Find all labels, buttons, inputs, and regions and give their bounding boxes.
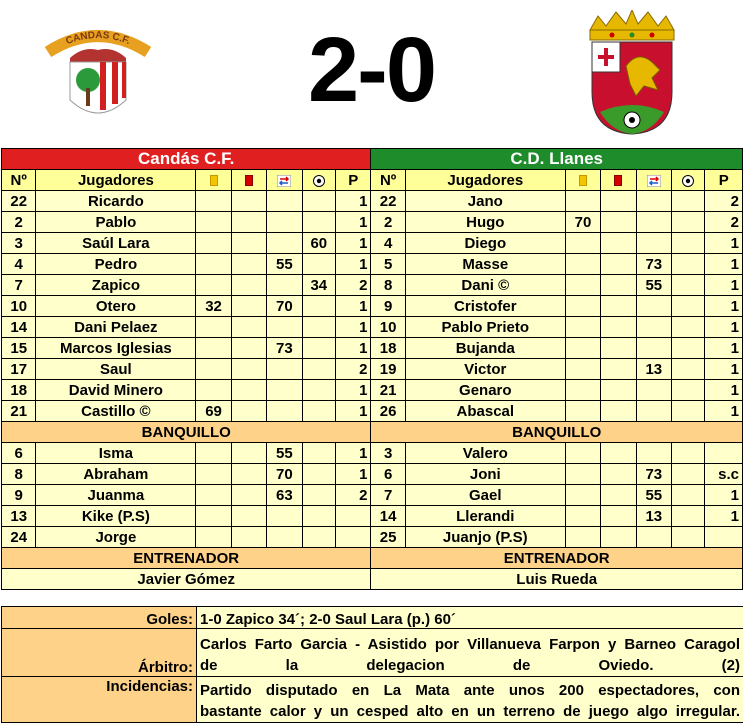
home-player-number: 3 bbox=[2, 233, 36, 254]
home-yellow-card-minute bbox=[196, 506, 231, 527]
away-player-rating: 1 bbox=[705, 296, 743, 317]
home-red-card-minute bbox=[231, 380, 266, 401]
home-player-name: Castillo © bbox=[36, 401, 196, 422]
away-player-rating: 1 bbox=[705, 485, 743, 506]
col-number: Nº bbox=[2, 170, 36, 191]
home-yellow-card-minute bbox=[196, 254, 231, 275]
away-player-rating: 2 bbox=[705, 212, 743, 233]
home-yellow-card-minute bbox=[196, 380, 231, 401]
away-player-rating: 1 bbox=[705, 338, 743, 359]
home-yellow-card-minute bbox=[196, 317, 231, 338]
coach-row bbox=[2, 569, 743, 590]
home-goal-minute bbox=[302, 443, 335, 464]
away-yellow-card-minute bbox=[565, 317, 600, 338]
away-player-name: Victor bbox=[405, 359, 565, 380]
home-yellow-card-minute bbox=[196, 191, 231, 212]
svg-text:CANDAS C.F.: CANDAS C.F. bbox=[64, 29, 132, 48]
away-sub-minute bbox=[636, 317, 671, 338]
away-goal-minute bbox=[672, 191, 705, 212]
home-red-card-minute bbox=[231, 233, 266, 254]
home-yellow-card-minute bbox=[196, 359, 231, 380]
home-player-rating: 1 bbox=[335, 191, 370, 212]
home-player-name: Abraham bbox=[36, 464, 196, 485]
home-sub-minute bbox=[267, 401, 302, 422]
away-goal-minute bbox=[672, 359, 705, 380]
away-player-rating: 1 bbox=[705, 401, 743, 422]
match-header bbox=[0, 0, 743, 148]
away-goal-minute bbox=[672, 443, 705, 464]
away-red-card-minute bbox=[601, 296, 636, 317]
home-sub-minute bbox=[267, 212, 302, 233]
away-red-card-minute bbox=[601, 275, 636, 296]
away-player-rating: 1 bbox=[705, 506, 743, 527]
away-player-name: Diego bbox=[405, 233, 565, 254]
home-red-card-minute bbox=[231, 443, 266, 464]
home-sub-minute bbox=[267, 275, 302, 296]
away-yellow-card-minute bbox=[565, 464, 600, 485]
table-row bbox=[2, 485, 743, 506]
home-player-rating: 2 bbox=[335, 275, 370, 296]
away-player-number: 2 bbox=[371, 212, 405, 233]
away-player-rating: 2 bbox=[705, 191, 743, 212]
away-sub-minute: 55 bbox=[636, 485, 671, 506]
away-goal-minute bbox=[672, 485, 705, 506]
home-sub-minute bbox=[267, 359, 302, 380]
away-red-card-minute bbox=[601, 527, 636, 548]
home-sub-minute: 55 bbox=[267, 443, 302, 464]
substitution-icon bbox=[277, 175, 291, 187]
home-goal-minute: 34 bbox=[302, 275, 335, 296]
home-player-rating: 1 bbox=[335, 317, 370, 338]
away-goal-minute bbox=[672, 296, 705, 317]
table-row bbox=[2, 464, 743, 485]
home-player-name: Juanma bbox=[36, 485, 196, 506]
home-player-number: 7 bbox=[2, 275, 36, 296]
away-sub-minute: 55 bbox=[636, 275, 671, 296]
home-player-rating: 1 bbox=[335, 296, 370, 317]
table-row bbox=[2, 275, 743, 296]
red-card-icon bbox=[614, 175, 622, 186]
table-row bbox=[2, 527, 743, 548]
away-club-crest-icon bbox=[582, 10, 682, 136]
home-player-number: 2 bbox=[2, 212, 36, 233]
away-player-name: Juanjo (P.S) bbox=[405, 527, 565, 548]
home-red-card-minute bbox=[231, 506, 266, 527]
away-player-name: Masse bbox=[405, 254, 565, 275]
away-goal-minute bbox=[672, 212, 705, 233]
home-goal-minute bbox=[302, 254, 335, 275]
home-yellow-card-minute bbox=[196, 233, 231, 254]
home-player-rating: 1 bbox=[335, 401, 370, 422]
away-yellow-card-minute bbox=[565, 401, 600, 422]
away-goal-minute bbox=[672, 275, 705, 296]
away-yellow-card-minute bbox=[565, 359, 600, 380]
home-player-name: Dani Pelaez bbox=[36, 317, 196, 338]
home-sub-minute: 73 bbox=[267, 338, 302, 359]
home-player-number: 13 bbox=[2, 506, 36, 527]
away-player-name: Bujanda bbox=[405, 338, 565, 359]
home-player-name: Otero bbox=[36, 296, 196, 317]
home-sub-minute bbox=[267, 233, 302, 254]
home-red-card-minute bbox=[231, 464, 266, 485]
away-player-number: 6 bbox=[371, 464, 405, 485]
away-red-card-minute bbox=[601, 233, 636, 254]
col-players: Jugadores bbox=[36, 170, 196, 191]
away-yellow-card-minute bbox=[565, 296, 600, 317]
away-player-number: 4 bbox=[371, 233, 405, 254]
home-red-card-minute bbox=[231, 359, 266, 380]
incidents-label: Incidencias: bbox=[2, 677, 197, 723]
away-red-card-minute bbox=[601, 359, 636, 380]
home-sub-minute: 70 bbox=[267, 296, 302, 317]
away-coach-header: ENTRENADOR bbox=[371, 548, 743, 569]
away-goal-minute bbox=[672, 233, 705, 254]
home-player-name: David Minero bbox=[36, 380, 196, 401]
away-yellow-card-minute bbox=[565, 485, 600, 506]
home-coach-header: ENTRENADOR bbox=[2, 548, 371, 569]
away-goal-minute bbox=[672, 338, 705, 359]
home-player-name: Kike (P.S) bbox=[36, 506, 196, 527]
home-player-name: Isma bbox=[36, 443, 196, 464]
home-goal-minute: 60 bbox=[302, 233, 335, 254]
home-player-name: Zapico bbox=[36, 275, 196, 296]
home-goal-minute bbox=[302, 380, 335, 401]
bench-header-row bbox=[2, 422, 743, 443]
away-player-rating: 1 bbox=[705, 380, 743, 401]
away-goal-minute bbox=[672, 380, 705, 401]
home-player-rating bbox=[335, 527, 370, 548]
home-sub-minute bbox=[267, 527, 302, 548]
table-row bbox=[2, 359, 743, 380]
home-goal-minute bbox=[302, 359, 335, 380]
home-sub-minute: 63 bbox=[267, 485, 302, 506]
home-sub-minute bbox=[267, 380, 302, 401]
lineups-table bbox=[1, 148, 743, 590]
away-player-number: 5 bbox=[371, 254, 405, 275]
away-player-rating bbox=[705, 443, 743, 464]
away-player-number: 8 bbox=[371, 275, 405, 296]
away-player-name: Pablo Prieto bbox=[405, 317, 565, 338]
home-goal-minute bbox=[302, 191, 335, 212]
substitution-icon bbox=[647, 175, 661, 187]
away-yellow-card-minute bbox=[565, 338, 600, 359]
home-yellow-card-minute: 69 bbox=[196, 401, 231, 422]
away-player-name: Abascal bbox=[405, 401, 565, 422]
referee-label: Árbitro: bbox=[2, 629, 197, 677]
home-player-rating: 1 bbox=[335, 464, 370, 485]
home-player-name: Jorge bbox=[36, 527, 196, 548]
home-red-card-minute bbox=[231, 338, 266, 359]
home-coach-name: Javier Gómez bbox=[2, 569, 371, 590]
col-players: Jugadores bbox=[405, 170, 565, 191]
col-p: P bbox=[335, 170, 370, 191]
home-sub-minute bbox=[267, 191, 302, 212]
match-score: 2-0 bbox=[308, 19, 435, 121]
away-sub-minute bbox=[636, 296, 671, 317]
home-red-card-minute bbox=[231, 317, 266, 338]
home-yellow-card-minute bbox=[196, 443, 231, 464]
home-player-name: Ricardo bbox=[36, 191, 196, 212]
col-p: P bbox=[705, 170, 743, 191]
away-player-number: 10 bbox=[371, 317, 405, 338]
home-red-card-minute bbox=[231, 275, 266, 296]
home-player-number: 15 bbox=[2, 338, 36, 359]
referee-text: Carlos Farto Garcia - Asistido por Villanueva Farpon y Barneo Caragol de la delegacion de Oviedo. (2) bbox=[197, 629, 743, 677]
away-player-rating: 1 bbox=[705, 254, 743, 275]
away-player-rating: 1 bbox=[705, 317, 743, 338]
away-red-card-minute bbox=[601, 485, 636, 506]
home-player-number: 14 bbox=[2, 317, 36, 338]
away-red-card-minute bbox=[601, 506, 636, 527]
table-row bbox=[2, 506, 743, 527]
home-player-rating: 2 bbox=[335, 485, 370, 506]
away-player-number: 25 bbox=[371, 527, 405, 548]
away-player-number: 21 bbox=[371, 380, 405, 401]
home-player-rating: 1 bbox=[335, 443, 370, 464]
away-sub-minute: 13 bbox=[636, 359, 671, 380]
home-goal-minute bbox=[302, 401, 335, 422]
away-sub-minute bbox=[636, 401, 671, 422]
home-player-number: 10 bbox=[2, 296, 36, 317]
col-number: Nº bbox=[371, 170, 405, 191]
home-player-rating: 1 bbox=[335, 212, 370, 233]
home-goal-minute bbox=[302, 212, 335, 233]
home-yellow-card-minute bbox=[196, 464, 231, 485]
away-player-number: 22 bbox=[371, 191, 405, 212]
home-sub-minute: 55 bbox=[267, 254, 302, 275]
home-player-name: Pablo bbox=[36, 212, 196, 233]
coach-header-row bbox=[2, 548, 743, 569]
away-sub-minute: 73 bbox=[636, 464, 671, 485]
away-goal-minute bbox=[672, 401, 705, 422]
home-player-name: Pedro bbox=[36, 254, 196, 275]
table-row bbox=[2, 317, 743, 338]
home-sub-minute bbox=[267, 506, 302, 527]
table-row bbox=[2, 233, 743, 254]
match-info-table bbox=[1, 606, 743, 723]
home-goal-minute bbox=[302, 317, 335, 338]
away-player-name: Jano bbox=[405, 191, 565, 212]
away-red-card-minute bbox=[601, 338, 636, 359]
away-yellow-card-minute bbox=[565, 380, 600, 401]
home-goal-minute bbox=[302, 464, 335, 485]
home-player-number: 9 bbox=[2, 485, 36, 506]
home-goal-minute bbox=[302, 296, 335, 317]
away-goal-minute bbox=[672, 254, 705, 275]
away-player-name: Genaro bbox=[405, 380, 565, 401]
away-sub-minute bbox=[636, 527, 671, 548]
away-player-number: 18 bbox=[371, 338, 405, 359]
away-player-number: 19 bbox=[371, 359, 405, 380]
away-goal-minute bbox=[672, 317, 705, 338]
home-player-rating: 1 bbox=[335, 380, 370, 401]
goals-text: 1-0 Zapico 34´; 2-0 Saul Lara (p.) 60´ bbox=[197, 607, 743, 629]
away-sub-minute bbox=[636, 380, 671, 401]
away-red-card-minute bbox=[601, 443, 636, 464]
away-goal-minute bbox=[672, 464, 705, 485]
away-player-rating: s.c bbox=[705, 464, 743, 485]
table-row bbox=[2, 296, 743, 317]
home-yellow-card-minute: 32 bbox=[196, 296, 231, 317]
home-red-card-minute bbox=[231, 485, 266, 506]
away-bench-header: BANQUILLO bbox=[371, 422, 743, 443]
away-yellow-card-minute bbox=[565, 233, 600, 254]
away-player-name: Joni bbox=[405, 464, 565, 485]
table-row bbox=[2, 191, 743, 212]
away-yellow-card-minute bbox=[565, 191, 600, 212]
column-header-row bbox=[2, 170, 743, 191]
away-player-number: 7 bbox=[371, 485, 405, 506]
home-player-rating: 2 bbox=[335, 359, 370, 380]
home-red-card-minute bbox=[231, 254, 266, 275]
home-player-name: Saúl Lara bbox=[36, 233, 196, 254]
away-yellow-card-minute bbox=[565, 254, 600, 275]
away-yellow-card-minute bbox=[565, 506, 600, 527]
away-player-name: Valero bbox=[405, 443, 565, 464]
away-player-number: 14 bbox=[371, 506, 405, 527]
away-player-rating: 1 bbox=[705, 359, 743, 380]
home-goal-minute bbox=[302, 485, 335, 506]
home-yellow-card-minute bbox=[196, 275, 231, 296]
home-goal-minute bbox=[302, 338, 335, 359]
yellow-card-icon bbox=[579, 175, 587, 186]
home-sub-minute bbox=[267, 317, 302, 338]
away-sub-minute: 73 bbox=[636, 254, 671, 275]
away-player-rating bbox=[705, 527, 743, 548]
away-player-number: 3 bbox=[371, 443, 405, 464]
table-row bbox=[2, 338, 743, 359]
home-goal-minute bbox=[302, 527, 335, 548]
home-player-name: Saul bbox=[36, 359, 196, 380]
home-player-number: 6 bbox=[2, 443, 36, 464]
table-row bbox=[2, 443, 743, 464]
home-sub-minute: 70 bbox=[267, 464, 302, 485]
home-goal-minute bbox=[302, 506, 335, 527]
home-red-card-minute bbox=[231, 296, 266, 317]
away-red-card-minute bbox=[601, 317, 636, 338]
home-red-card-minute bbox=[231, 191, 266, 212]
home-team-name: Candás C.F. bbox=[2, 149, 371, 170]
home-player-number: 24 bbox=[2, 527, 36, 548]
home-yellow-card-minute bbox=[196, 485, 231, 506]
away-player-number: 26 bbox=[371, 401, 405, 422]
home-player-number: 4 bbox=[2, 254, 36, 275]
away-yellow-card-minute bbox=[565, 443, 600, 464]
home-player-rating bbox=[335, 506, 370, 527]
away-sub-minute bbox=[636, 233, 671, 254]
away-sub-minute bbox=[636, 443, 671, 464]
home-player-number: 21 bbox=[2, 401, 36, 422]
away-red-card-minute bbox=[601, 191, 636, 212]
table-row bbox=[2, 380, 743, 401]
home-red-card-minute bbox=[231, 401, 266, 422]
home-red-card-minute bbox=[231, 212, 266, 233]
home-player-rating: 1 bbox=[335, 254, 370, 275]
home-red-card-minute bbox=[231, 527, 266, 548]
away-sub-minute: 13 bbox=[636, 506, 671, 527]
away-player-name: Cristofer bbox=[405, 296, 565, 317]
home-player-rating: 1 bbox=[335, 338, 370, 359]
away-player-name: Llerandi bbox=[405, 506, 565, 527]
away-sub-minute bbox=[636, 212, 671, 233]
home-player-number: 17 bbox=[2, 359, 36, 380]
away-goal-minute bbox=[672, 506, 705, 527]
away-red-card-minute bbox=[601, 401, 636, 422]
away-red-card-minute bbox=[601, 254, 636, 275]
home-yellow-card-minute bbox=[196, 527, 231, 548]
table-row bbox=[2, 254, 743, 275]
away-sub-minute bbox=[636, 338, 671, 359]
away-sub-minute bbox=[636, 191, 671, 212]
table-row bbox=[2, 401, 743, 422]
home-player-name: Marcos Iglesias bbox=[36, 338, 196, 359]
home-player-number: 22 bbox=[2, 191, 36, 212]
goals-label: Goles: bbox=[2, 607, 197, 629]
red-card-icon bbox=[245, 175, 253, 186]
away-player-number: 9 bbox=[371, 296, 405, 317]
away-player-name: Hugo bbox=[405, 212, 565, 233]
away-red-card-minute bbox=[601, 212, 636, 233]
home-player-rating: 1 bbox=[335, 233, 370, 254]
home-player-number: 8 bbox=[2, 464, 36, 485]
home-yellow-card-minute bbox=[196, 212, 231, 233]
away-yellow-card-minute bbox=[565, 527, 600, 548]
home-player-number: 18 bbox=[2, 380, 36, 401]
away-goal-minute bbox=[672, 527, 705, 548]
away-player-rating: 1 bbox=[705, 233, 743, 254]
away-red-card-minute bbox=[601, 464, 636, 485]
ball-icon bbox=[313, 175, 325, 187]
away-yellow-card-minute bbox=[565, 275, 600, 296]
incidents-text: Partido disputado en La Mata ante unos 200 espectadores, con bastante calor y un cesped alto en un terreno de juego algo irregular. bbox=[197, 677, 743, 723]
away-coach-name: Luis Rueda bbox=[371, 569, 743, 590]
away-team-name: C.D. Llanes bbox=[371, 149, 743, 170]
away-player-name: Dani © bbox=[405, 275, 565, 296]
table-row bbox=[2, 212, 743, 233]
home-bench-header: BANQUILLO bbox=[2, 422, 371, 443]
home-yellow-card-minute bbox=[196, 338, 231, 359]
away-player-rating: 1 bbox=[705, 275, 743, 296]
ball-icon bbox=[682, 175, 694, 187]
away-player-name: Gael bbox=[405, 485, 565, 506]
away-yellow-card-minute: 70 bbox=[565, 212, 600, 233]
yellow-card-icon bbox=[210, 175, 218, 186]
away-red-card-minute bbox=[601, 380, 636, 401]
